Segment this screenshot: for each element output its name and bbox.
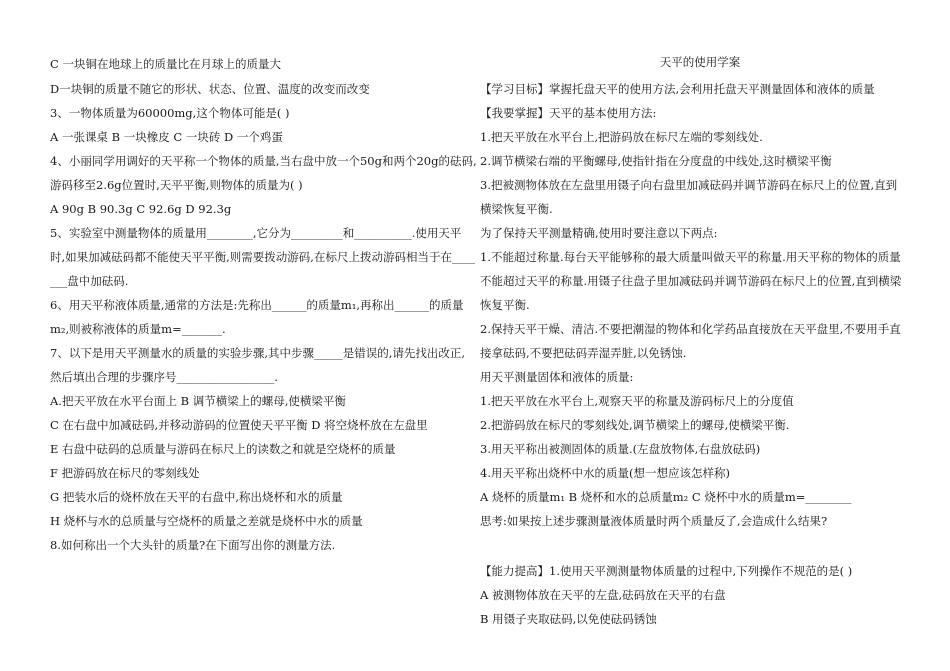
text-line: 1.把天平放在水平台上,观察天平的称量及游码标尺上的分度值: [480, 394, 794, 408]
text-line: 3.用天平称出被测固体的质量.(左盘放物体,右盘放砝码): [480, 442, 761, 456]
text-line: 3.把被测物体放在左盘里用镊子向右盘里加减砝码并调节游码在标尺上的位置,直到: [480, 178, 898, 192]
text-line: 不能超过天平的称量.用镊子往盘子里加减砝码并调节游码在标尺上的位置,直到横梁: [480, 274, 902, 288]
text-line: F 把游码放在标尺的零刻线处: [50, 466, 200, 480]
text-line: 2.调节横梁右端的平衡螺母,使指针指在分度盘的中线处,这时横梁平衡: [480, 154, 832, 168]
text-line: C 一块铜在地球上的质量比在月球上的质量大: [50, 57, 281, 71]
text-line: ___盘中加砝码.: [50, 274, 129, 288]
text-line: 【学习目标】掌握托盘天平的使用方法,会利用托盘天平测量固体和液体的质量: [480, 82, 875, 96]
text-line: 6、用天平称液体质量,通常的方法是:先称出______的质量m₁,再称出______的质量: [50, 298, 464, 312]
text-line: 时,如果加减砝码都不能使天平平衡,则需要拨动游码,在标尺上拨动游码相当于在____: [50, 250, 475, 264]
text-line: 3、一物体质量为60000mg,这个物体可能是( ): [50, 106, 290, 120]
text-line: 游码移至2.6g位置时,天平平衡,则物体的质量为( ): [50, 178, 303, 192]
text-line: A 90g B 90.3g C 92.6g D 92.3g: [50, 202, 232, 216]
text-line: B 用镊子夹取砝码,以免使砝码锈蚀: [480, 612, 657, 626]
text-line: 接拿砝码,不要把砝码弄湿弄脏,以免锈蚀.: [480, 346, 687, 360]
text-line: 2.把游码放在标尺的零刻线处,调节横梁上的螺母,使横梁平衡.: [480, 418, 790, 432]
text-line: H 烧杯与水的总质量与空烧杯的质量之差就是烧杯中水的质量: [50, 514, 363, 528]
text-line: 7、以下是用天平测量水的质量的实验步骤,其中步骤_____是错误的,请先找出改正,: [50, 346, 466, 360]
text-line: 1.不能超过称量.每台天平能够称的最大质量叫做天平的称量.用天平称的物体的质量: [480, 250, 901, 264]
text-line: m₂,则被称液体的质量m=_______.: [50, 322, 226, 336]
text-line: 用天平测量固体和液体的质量:: [480, 370, 634, 384]
text-line: 1.把天平放在水平台上,把游码放在标尺左端的零刻线处.: [480, 130, 763, 144]
text-line: 【我要掌握】天平的基本使用方法:: [480, 106, 657, 120]
text-line: E 右盘中砝码的总质量与游码在标尺上的读数之和就是空烧杯的质量: [50, 442, 396, 456]
text-line: 然后填出合理的步骤序号_________________.: [50, 370, 278, 384]
page-title: 天平的使用学案: [659, 55, 741, 69]
text-line: A.把天平放在水平台面上 B 调节横梁上的螺母,使横梁平衡: [50, 394, 346, 408]
text-line: A 被测物体放在天平的左盘,砝码放在天平的右盘: [480, 588, 726, 602]
text-line: A 一张课桌 B 一块橡皮 C 一块砖 D 一个鸡蛋: [50, 130, 283, 144]
text-line: 思考:如果按上述步骤测量液体质量时两个质量反了,会造成什么结果?: [480, 514, 828, 528]
text-line: A 烧杯的质量m₁ B 烧杯和水的总质量m₂ C 烧杯中水的质量m=________: [480, 490, 852, 504]
text-line: D一块铜的质量不随它的形状、状态、位置、温度的改变而改变: [50, 82, 370, 96]
text-line: 恢复平衡.: [480, 298, 530, 312]
text-line: 4.用天平称出烧杯中水的质量(想一想应该怎样称): [480, 466, 730, 480]
text-line: G 把装水后的烧杯放在天平的右盘中,称出烧杯和水的质量: [50, 490, 343, 504]
text-line: 8.如何称出一个大头针的质量?在下面写出你的测量方法.: [50, 538, 336, 552]
text-line: 横梁恢复平衡.: [480, 202, 553, 216]
text-line: 为了保持天平测量精确,使用时要注意以下两点:: [480, 226, 718, 240]
text-line: 4、小丽同学用调好的天平称一个物体的质量,当右盘中放一个50g和两个20g的砝码,: [50, 154, 477, 168]
text-line: C 在右盘中加减砝码,并移动游码的位置使天平平衡 D 将空烧杯放在左盘里: [50, 418, 428, 432]
text-line: 5、实验室中测量物体的质量用________,它分为_________和__________.使用天平: [50, 226, 462, 240]
text-line: 2.保持天平干燥、清洁.不要把潮湿的物体和化学药品直接放在天平盘里,不要用手直: [480, 322, 901, 336]
text-line: 【能力提高】1.使用天平测测量物体质量的过程中,下列操作不规范的是( ): [480, 564, 853, 578]
